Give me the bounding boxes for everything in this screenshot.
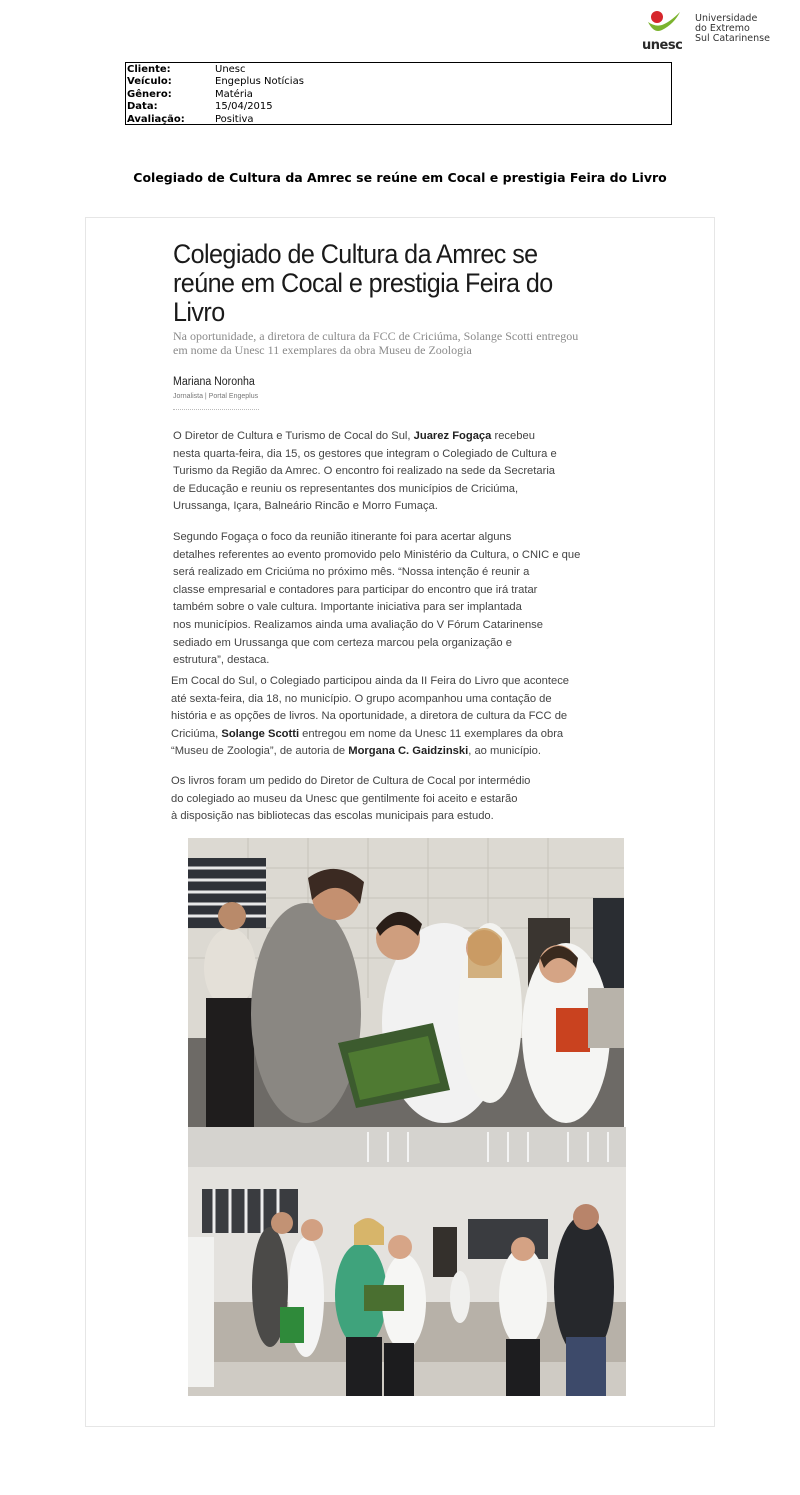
paragraph-line: história e as opções de livros. Na oportunidade, a diretora de cultura da FCC de [171, 710, 568, 723]
paragraph-line: até sexta-feira, dia 18, no município. O grupo acompanhou uma contação de [171, 692, 552, 705]
paragraph-line [173, 428, 618, 446]
info-row-client [126, 64, 671, 76]
photo-illustration [188, 1127, 626, 1396]
photo-illustration [188, 838, 624, 1127]
bold-name: Juarez Fogaça [413, 430, 492, 442]
author-name: Mariana Noronha [173, 376, 255, 388]
logo-name-line: Sul Catarinense [695, 33, 770, 44]
info-value: Matéria [215, 88, 253, 100]
article-photo [188, 838, 624, 1127]
article-title-line: Livro [173, 297, 225, 327]
info-value: Positiva [215, 113, 254, 125]
article-paragraph [173, 428, 618, 516]
info-row-vehicle [126, 76, 671, 88]
logo-name-line: do Extremo [695, 23, 750, 34]
text-run: “Museu de Zoologia”, de autoria de [171, 745, 349, 758]
info-row-evaluation [126, 114, 671, 126]
paragraph-line: será realizado em Criciúma no próximo mês. “Nossa intenção é reunir a [173, 566, 530, 579]
paragraph-line: Segundo Fogaça o foco da reunião itinerante foi para acertar alguns [173, 531, 512, 543]
article-subtitle [173, 330, 613, 357]
article-paragraph [171, 773, 616, 826]
article-title-line: reúne em Cocal e prestigia Feira do [173, 268, 553, 298]
paragraph-line: também sobre o vale cultura. Importante iniciativa para ser implantada [173, 601, 522, 614]
logo-name-line: Universidade [695, 13, 758, 24]
info-label: Cliente: [127, 64, 171, 75]
paragraph-line: do colegiado ao museu da Unesc que gentilmente foi aceito e estarão [171, 792, 518, 805]
article-subtitle-line: Na oportunidade, a diretora de cultura da FCC de Criciúma, Solange Scotti entregou [173, 329, 579, 343]
article-photo [188, 1127, 626, 1396]
paragraph-line: estrutura”, destaca. [173, 654, 270, 667]
author-divider [173, 409, 259, 410]
text-run: Criciúma, [171, 727, 222, 740]
info-row-date [126, 101, 671, 113]
paragraph-line: à disposição nas bibliotecas das escolas municipais para estudo. [171, 810, 494, 823]
bold-name: Morgana C. Gaidzinski [348, 745, 469, 758]
text-run: recebeu [491, 430, 535, 442]
article-paragraph [171, 673, 616, 761]
paragraph-line: sediado em Urussanga que com certeza marcou pela organização e [173, 636, 512, 649]
paragraph-line: detalhes referentes ao evento promovido pelo Ministério da Cultura, o CNIC e que [173, 548, 581, 561]
paragraph-line: nesta quarta-feira, dia 15, os gestores que integram o Colegiado de Cultura e [173, 447, 557, 460]
paragraph-line: de Educação e reuniu os representantes dos municípios de Criciúma, [173, 482, 519, 495]
info-label: Data: [127, 101, 158, 113]
info-label: Avaliação: [127, 113, 185, 125]
info-value: Unesc [215, 64, 246, 75]
paragraph-line: Urussanga, Içara, Balneário Rincão e Morro Fumaça. [173, 500, 438, 513]
logo-wordmark: unesc [642, 38, 683, 53]
logo-university-name [695, 14, 785, 44]
article-title-line: Colegiado de Cultura da Amrec se [173, 239, 538, 269]
article-subtitle-line: em nome da Unesc 11 exemplares da obra Museu de Zoologia [173, 342, 472, 357]
paragraph-line [171, 726, 616, 744]
article-clipping [85, 217, 715, 1427]
clipping-info-table [125, 62, 672, 125]
clipping-headline: Colegiado de Cultura da Amrec se reúne em Cocal e prestigia Feira do Livro [133, 170, 667, 185]
author-role: Jornalista | Portal Engeplus [173, 393, 259, 400]
paragraph-line: Turismo da Região da Amrec. O encontro foi realizado na sede da Secretaria [173, 465, 556, 478]
text-run: entregou em nome da Unesc 11 exemplares da obra [299, 727, 564, 740]
info-value: 15/04/2015 [215, 101, 273, 113]
info-label: Veículo: [127, 76, 172, 88]
unesc-logo [640, 8, 780, 52]
paragraph-line: classe empresarial e contadores para participar do encontro que irá tratar [173, 583, 538, 596]
article-paragraph [173, 529, 618, 670]
bold-name: Solange Scotti [221, 727, 300, 740]
paragraph-line: Em Cocal do Sul, o Colegiado participou ainda da II Feira do Livro que acontece [171, 675, 570, 687]
text-run: O Diretor de Cultura e Turismo de Cocal do Sul, [173, 430, 414, 442]
info-label: Gênero: [127, 88, 172, 100]
article-title [173, 240, 582, 327]
text-run: , ao município. [468, 745, 541, 758]
paragraph-line [171, 743, 616, 761]
paragraph-line: Os livros foram um pedido do Diretor de Cultura de Cocal por intermédio [171, 775, 531, 787]
info-row-genre [126, 89, 671, 101]
paragraph-line: nos municípios. Realizamos ainda uma avaliação do V Fórum Catarinense [173, 618, 543, 631]
info-value: Engeplus Notícias [215, 76, 304, 88]
